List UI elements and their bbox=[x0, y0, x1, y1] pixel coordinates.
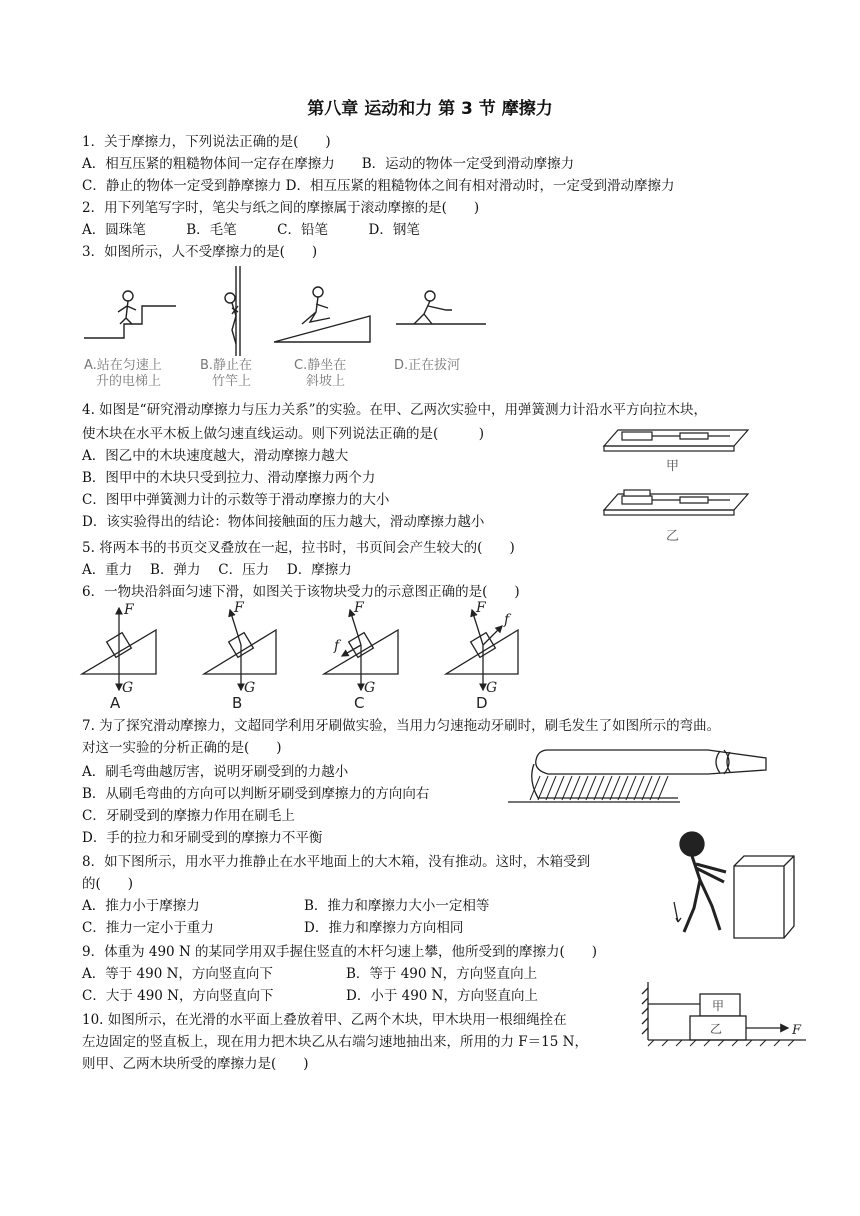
q6-option-label-c: C bbox=[354, 694, 365, 712]
q6-label-fsmall-c: f bbox=[334, 638, 340, 654]
q6-option-label-b: B bbox=[232, 694, 243, 712]
q6-stem: 6．一物块沿斜面匀速下滑，如图关于该物块受力的示意图正确的是( ) bbox=[82, 584, 520, 600]
q4-stem-1: 4. 如图是“研究滑动摩擦力与压力关系”的实验。在甲、乙两次实验中，用弹簧测力计沿水平方向拉木块， bbox=[82, 402, 707, 418]
q1-options-cd: C．静止的物体一定受到静摩擦力 D．相互压紧的粗糙物体之间有相对滑动时，一定受到滑动摩擦力 bbox=[82, 178, 675, 194]
q9-option-c: C．大于 490 N，方向竖直向下 bbox=[82, 988, 274, 1004]
q10-stem-2: 左边固定的竖直板上，现在用力把木块乙从右端匀速地抽出来，所用的力 F＝15 N， bbox=[82, 1034, 588, 1050]
q8-option-b: B．推力和摩擦力大小一定相等 bbox=[304, 898, 490, 914]
q7-option-c: C．牙刷受到的摩擦力作用在刷毛上 bbox=[82, 808, 295, 824]
q7-stem-2: 对这一实验的分析正确的是( ) bbox=[82, 740, 282, 756]
q2-options: A．圆珠笔 B．毛笔 C．铅笔 D．钢笔 bbox=[82, 222, 420, 238]
q3-caption-b-2: 竹竿上 bbox=[212, 374, 252, 389]
q4-board-jia bbox=[604, 430, 748, 451]
q10-stem-1: 10. 如图所示，在光滑的水平面上叠放着甲、乙两个木块，甲木块用一根细绳拴在 bbox=[82, 1012, 567, 1028]
q6-label-g-a: G bbox=[122, 680, 134, 696]
q6-figure bbox=[80, 600, 530, 712]
q8-option-a: A．推力小于摩擦力 bbox=[82, 898, 200, 914]
q4-option-c: C．图甲中弹簧测力计的示数等于滑动摩擦力的大小 bbox=[82, 492, 390, 508]
q6-option-label-d: D bbox=[476, 694, 488, 712]
q3-figure-d-tug bbox=[396, 291, 486, 324]
q1-stem: 1．关于摩擦力，下列说法正确的是( ) bbox=[82, 134, 331, 150]
q3-caption-c-1: C.静坐在 bbox=[294, 358, 347, 373]
q3-stem: 3．如图所示，人不受摩擦力的是( ) bbox=[82, 244, 318, 260]
q3-caption-a-1: A.站在匀速上 bbox=[84, 358, 162, 373]
q4-board-yi bbox=[604, 490, 748, 515]
q10-figure bbox=[638, 980, 810, 1050]
q4-stem-2: 使木块在水平木板上做匀速直线运动。则下列说法正确的是( ) bbox=[82, 426, 485, 442]
q6-diagram-b bbox=[204, 610, 276, 690]
q10-stem-3: 则甲、乙两木块所受的摩擦力是( ) bbox=[82, 1056, 309, 1072]
q7-toothbrush-figure bbox=[508, 740, 770, 812]
q9-stem: 9．体重为 490 N 的某同学用双手握住竖直的木杆匀速上攀，他所受到的摩擦力( ) bbox=[82, 944, 598, 960]
q3-caption-b-1: B.静止在 bbox=[200, 358, 253, 373]
q3-figure-c-slope bbox=[274, 287, 370, 342]
q7-option-d: D．手的拉力和牙刷受到的摩擦力不平衡 bbox=[82, 830, 323, 846]
q10-label-f: F bbox=[792, 1023, 802, 1038]
q9-option-d: D．小于 490 N，方向竖直向上 bbox=[346, 988, 538, 1004]
q10-wall bbox=[642, 982, 648, 1040]
page-title: 第八章 运动和力 第 3 节 摩擦力 bbox=[307, 99, 553, 119]
q8-option-c: C．推力一定小于重力 bbox=[82, 920, 214, 936]
q8-person bbox=[674, 832, 726, 932]
q4-figure bbox=[600, 420, 750, 545]
q6-label-f-c: F bbox=[354, 600, 364, 616]
q3-figure-b-pole bbox=[225, 266, 240, 356]
q8-stem-2: 的( ) bbox=[82, 876, 134, 892]
q6-label-f-d: F bbox=[476, 600, 486, 616]
q4-option-b: B．图甲中的木块只受到拉力、滑动摩擦力两个力 bbox=[82, 470, 376, 486]
q3-caption-c-2: 斜坡上 bbox=[306, 374, 346, 389]
q5-options: A．重力 B．弹力 C．压力 D．摩擦力 bbox=[82, 562, 352, 578]
q8-stem-1: 8．如下图所示，用水平力推静止在水平地面上的大木箱，没有推动。这时，木箱受到 bbox=[82, 854, 591, 870]
q6-option-label-a: A bbox=[110, 694, 121, 712]
q8-figure bbox=[664, 822, 804, 942]
q6-label-fsmall-d: f bbox=[504, 612, 510, 628]
q7-option-a: A．刷毛弯曲越厉害，说明牙刷受到的力越小 bbox=[82, 764, 349, 780]
q6-label-f-b: F bbox=[234, 600, 244, 616]
q10-label-yi: 乙 bbox=[710, 1022, 723, 1036]
q4-label-yi: 乙 bbox=[666, 529, 680, 544]
q6-diagram-a bbox=[82, 608, 156, 690]
q10-label-jia: 甲 bbox=[712, 999, 725, 1013]
q3-caption-a-2: 升的电梯上 bbox=[96, 374, 162, 389]
q3-figure-a-escalator bbox=[84, 291, 176, 338]
q7-stem-1: 7. 为了探究滑动摩擦力，文超同学利用牙刷做实验，当用力匀速拖动牙刷时，刷毛发生了如图所示的弯曲。 bbox=[82, 718, 721, 734]
q6-label-g-c: G bbox=[364, 680, 376, 696]
q5-stem: 5. 将两本书的书页交叉叠放在一起，拉书时，书页间会产生较大的( ) bbox=[82, 540, 515, 556]
q4-option-a: A．图乙中的木块速度越大，滑动摩擦力越大 bbox=[82, 448, 349, 464]
q7-option-b: B．从刷毛弯曲的方向可以判断牙刷受到摩擦力的方向向右 bbox=[82, 786, 430, 802]
q6-label-g-b: G bbox=[244, 680, 256, 696]
q9-option-a: A．等于 490 N，方向竖直向下 bbox=[82, 966, 273, 982]
q1-options-ab: A．相互压紧的粗糙物体间一定存在摩擦力 B．运动的物体一定受到滑动摩擦力 bbox=[82, 156, 575, 172]
q9-option-b: B．等于 490 N，方向竖直向上 bbox=[346, 966, 538, 982]
q8-box bbox=[734, 856, 794, 938]
q3-caption-d-1: D.正在拔河 bbox=[394, 358, 461, 373]
q3-figure bbox=[80, 266, 500, 389]
q4-option-d: D．该实验得出的结论：物体间接触面的压力越大，滑动摩擦力越小 bbox=[82, 514, 485, 530]
q6-label-f-a: F bbox=[124, 602, 134, 618]
q2-stem: 2．用下列笔写字时，笔尖与纸之间的摩擦属于滚动摩擦的是( ) bbox=[82, 200, 480, 216]
q8-option-d: D．推力和摩擦力方向相同 bbox=[304, 920, 464, 936]
q6-label-g-d: G bbox=[486, 680, 498, 696]
q4-label-jia: 甲 bbox=[666, 459, 680, 474]
